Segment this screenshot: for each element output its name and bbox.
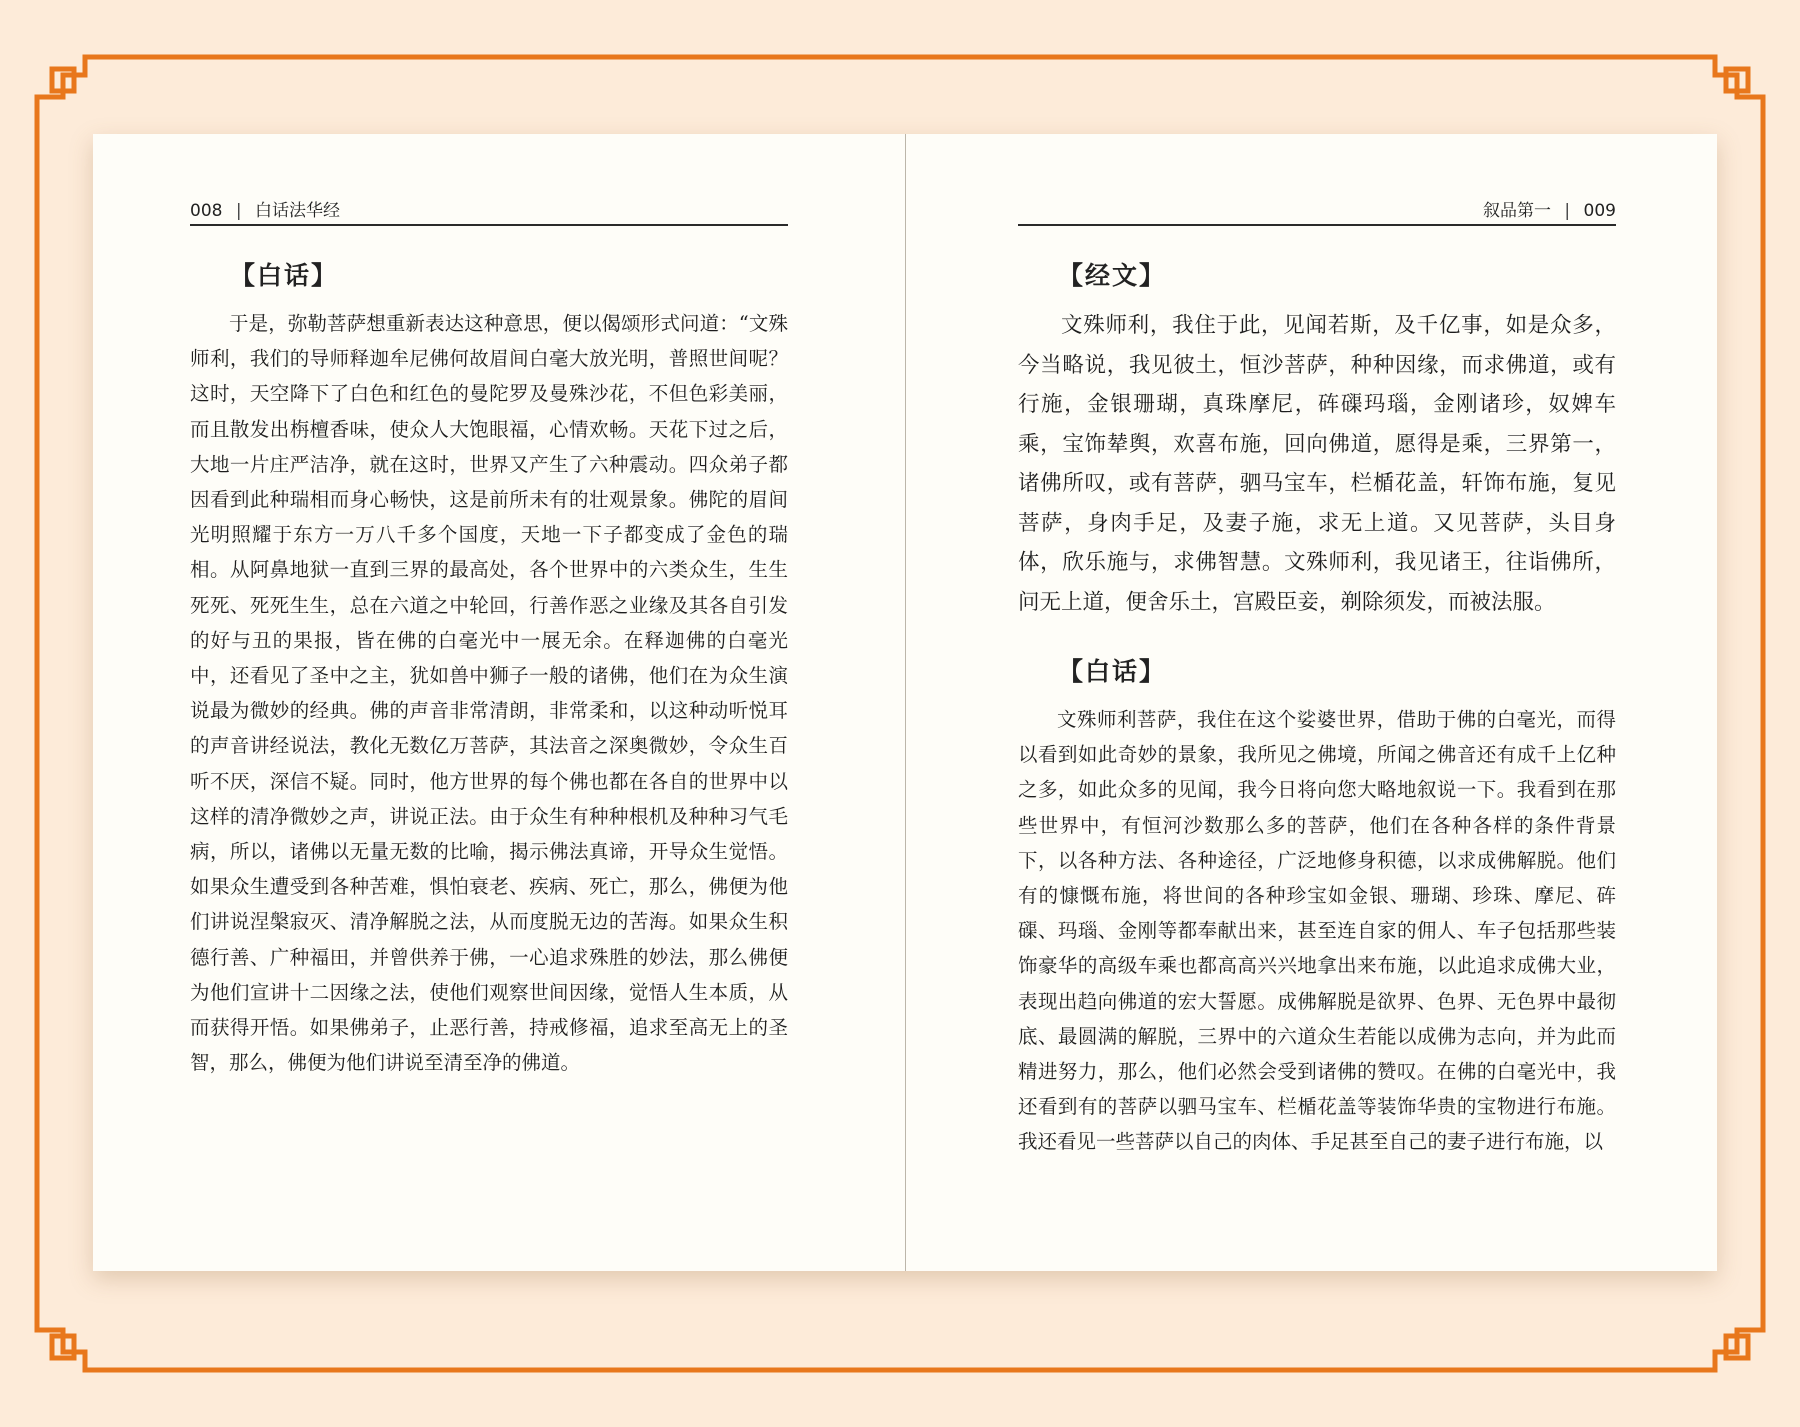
left-page [190,134,788,1271]
book-gutter [905,134,906,1271]
left-header-rule [190,224,788,226]
left-page-number: 008 [190,201,223,221]
header-separator: | [1564,201,1571,221]
header-separator: | [235,201,242,221]
left-section-heading: 【白话】 [230,261,339,290]
plain-paragraph: 文殊师利菩萨，我住在这个娑婆世界，借助于佛的白毫光，而得以看到如此奇妙的景象，我所见之佛境，所闻之佛音还有成千上亿种之多，如此众多的见闻，我今日将向您大略地叙说一下。我看到在那些世界中，有恒河沙数那么多的菩萨，他们在各种各样的条件背景下，以各种方法、各种途径，广泛地修身积德，以求成佛解脱。他们有的慷慨布施，将世间的各种珍宝如金银、珊瑚、珍珠、摩尼、砗磲、玛瑙、金刚等都奉献出来，甚至连自家的佣人、车子包括那些装饰豪华的高级车乘也都高高兴兴地拿出来布施，以此追求成佛大业，表现出趋向佛道的宏大誓愿。成佛解脱是欲界、色界、无色界中最彻底、最圆满的解脱，三界中的六道众生若能以成佛为志向，并为此而精进努力，那么，他们必然会受到诸佛的赞叹。在佛的白毫光中，我还看到有的菩萨以驷马宝车、栏楯花盖等装饰华贵的宝物进行布施。我还看见一些菩萨以自己的肉体、手足甚至自己的妻子进行布施，以 [1018,708,1616,1154]
sutra-paragraph: 文殊师利，我住于此，见闻若斯，及千亿事，如是众多，今当略说，我见彼土，恒沙菩萨，种种因缘，而求佛道，或有行施，金银珊瑚，真珠摩尼，砗磲玛瑙，金刚诸珍，奴婢车乘，宝饰辇舆，欢喜布施，回向佛道，愿得是乘，三界第一，诸佛所叹，或有菩萨，驷马宝车，栏楯花盖，轩饰布施，复见菩萨，身肉手足，及妻子施，求无上道。又见菩萨，头目身体，欣乐施与，求佛智慧。文殊师利，我见诸王，往诣佛所，问无上道，便舍乐土，宫殿臣妾，剃除须发，而被法服。 [1018,313,1616,615]
left-running-header [190,196,788,222]
left-body-paragraph: 于是，弥勒菩萨想重新表达这种意思，便以偈颂形式问道：“文殊师利，我们的导师释迦牟尼佛何故眉间白毫大放光明，普照世间呢？ 这时，天空降下了白色和红色的曼陀罗及曼殊沙花，不但色彩美丽，而且散发出栴檀香味，使众人大饱眼福，心情欢畅。天花下过之后，大地一片庄严洁净，就在这时，世界又产生了六种震动。四众弟子都因看到此种瑞相而身心畅快，这是前所未有的壮观景象。佛陀的眉间光明照耀于东方一万八千多个国度，天地一下子都变成了金色的瑞相。从阿鼻地狱一直到三界的最高处，各个世界中的六类众生，生生死死、死死生生，总在六道之中轮回，行善作恶之业缘及其各自引发的好与丑的果报，皆在佛的白毫光中一展无余。在释迦佛的白毫光中，还看见了圣中之主，犹如兽中狮子一般的诸佛，他们在为众生演说最为微妙的经典。佛的声音非常清朗，非常柔和，以这种动听悦耳的声音讲经说法，教化无数亿万菩萨，其法音之深奥微妙，令众生百听不厌，深信不疑。同时，他方世界的每个佛也都在各自的世界中以这样的清净微妙之声，讲说正法。由于众生有种种根机及种种习气毛病，所以，诸佛以无量无数的比喻，揭示佛法真谛，开导众生觉悟。如果众生遭受到各种苦难，惧怕衰老、疾病、死亡，那么，佛便为他们讲说涅槃寂灭、清净解脱之法，从而度脱无边的苦海。如果众生积德行善、广种福田，并曾供养于佛，一心追求殊胜的妙法，那么佛便为他们宣讲十二因缘之法，使他们观察世间因缘，觉悟人生本质，从而获得开悟。如果佛弟子，止恶行善，持戒修福，追求至高无上的圣智，那么，佛便为他们讲说至清至净的佛道。 [190,312,788,1075]
open-book [93,134,1717,1271]
book-title: 白话法华经 [255,201,340,221]
plain-heading: 【白话】 [1058,657,1167,686]
sutra-heading: 【经文】 [1058,261,1167,290]
right-running-header [1018,196,1616,222]
right-header-rule [1018,224,1616,226]
right-page-number: 009 [1583,201,1616,221]
chapter-title: 叙品第一 [1483,201,1551,221]
right-page [1018,134,1616,1271]
